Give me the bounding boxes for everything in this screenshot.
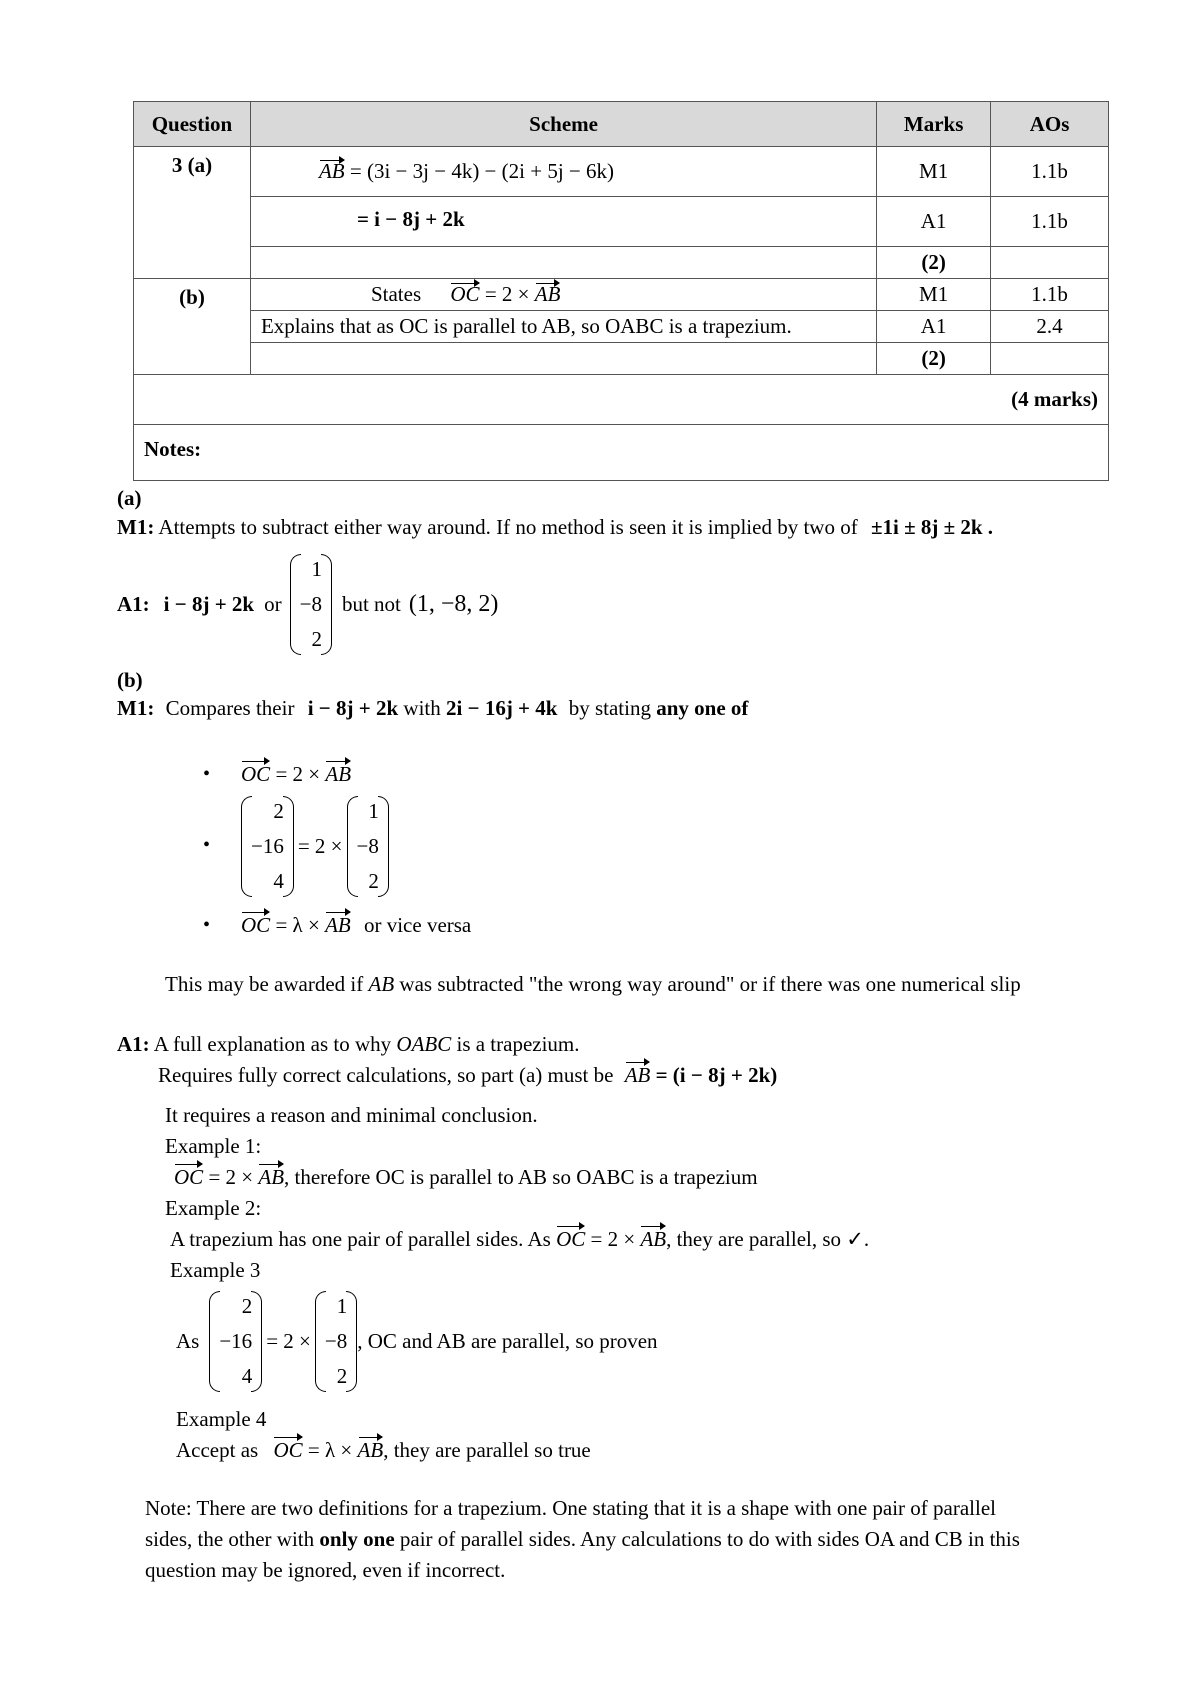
vector-ab: AB — [624, 1063, 651, 1087]
vector-ab: AB — [318, 159, 345, 183]
vector-component: 1 — [368, 798, 379, 823]
total-row — [134, 375, 1109, 425]
vector-component: −16 — [251, 833, 284, 858]
a1-tuple: (1, −8, 2) — [408, 591, 499, 617]
awarded-ab: AB — [368, 972, 395, 996]
awarded-post: was subtracted "the wrong way around" or if there was one numerical slip — [399, 972, 1021, 996]
table-row — [134, 343, 1109, 375]
mark-scheme-table — [133, 101, 1109, 481]
bullet3-tail: or vice versa — [363, 913, 472, 937]
table-row — [134, 147, 1109, 197]
bm1-anyone: any one of — [656, 696, 749, 720]
scheme-cell — [250, 343, 876, 375]
requires-note — [158, 1061, 777, 1089]
aos-cell: 1.1b — [991, 279, 1109, 311]
marks-cell: M1 — [877, 279, 991, 311]
example4-body — [176, 1436, 591, 1464]
final-note-2c: pair of parallel sides. Any calculations to do with sides OA and CB in this — [399, 1527, 1020, 1551]
vector-component: −16 — [219, 1328, 253, 1353]
awarded-note — [165, 970, 1021, 998]
aos-cell: 2.4 — [991, 311, 1109, 343]
part-a-m1-note — [117, 513, 993, 541]
column-vector — [347, 794, 389, 899]
marks-cell: M1 — [877, 147, 991, 197]
header-row — [134, 102, 1109, 147]
m1-math: ±1i ± 8j ± 2k . — [870, 515, 994, 539]
example1-heading: Example 1: — [165, 1134, 262, 1158]
bullet2 — [241, 793, 389, 899]
vector-component: 2 — [311, 626, 322, 651]
operator: = 2 × — [266, 1329, 311, 1353]
awarded-pre: This may be awarded if — [165, 972, 364, 996]
bullet3 — [241, 911, 471, 939]
vector-oc: OC — [241, 762, 271, 786]
vector-component: 4 — [273, 868, 284, 893]
bm1-text2: by stating — [568, 696, 651, 720]
question-3a: 3 (a) — [134, 147, 251, 279]
vector-component: 2 — [241, 1293, 253, 1318]
vector-component: 1 — [336, 1293, 348, 1318]
header-scheme: Scheme — [250, 102, 876, 147]
final-note-line2 — [145, 1525, 1020, 1553]
scheme-cell — [250, 197, 876, 247]
vector-ab: AB — [325, 762, 352, 786]
vector-component: 2 — [368, 868, 379, 893]
example3-as: As — [176, 1329, 200, 1353]
bm1-label: M1: — [117, 696, 155, 720]
header-question: Question — [134, 102, 251, 147]
vector-component: 1 — [311, 556, 322, 581]
vector-component: −8 — [324, 1328, 348, 1353]
table-row — [134, 247, 1109, 279]
final-note-2b: only one — [319, 1527, 395, 1551]
a1-label: A1: — [117, 592, 150, 616]
scheme-cell — [250, 147, 876, 197]
aos-cell: 1.1b — [991, 147, 1109, 197]
notes-label: Notes: — [134, 425, 1109, 481]
example3-body — [176, 1288, 658, 1394]
ba1-label: A1: — [117, 1032, 150, 1056]
example4-tail: , they are parallel so true — [383, 1438, 591, 1462]
a1-or: or — [264, 592, 282, 616]
vector-ab: AB — [325, 913, 351, 937]
m1-label: M1: — [117, 515, 155, 539]
vector-ab: AB — [534, 282, 561, 306]
vector-ab: AB — [357, 1438, 384, 1462]
notes-row — [134, 425, 1109, 481]
operator: = 2 × — [275, 762, 321, 786]
scheme-expression: = i − 8j + 2k — [356, 207, 465, 231]
example4-heading: Example 4 — [176, 1407, 267, 1431]
bullet: • — [203, 914, 211, 936]
marks-cell: A1 — [877, 197, 991, 247]
example2-heading: Example 2: — [165, 1196, 262, 1220]
m1-text: Attempts to subtract either way around. If no method is seen it is implied by two of — [158, 515, 858, 539]
operator: = 2 × — [208, 1165, 254, 1189]
marks-subtotal: (2) — [877, 343, 991, 375]
aos-cell: 1.1b — [991, 197, 1109, 247]
operator: = λ × — [275, 913, 320, 937]
example2-body — [170, 1225, 869, 1253]
column-vector — [209, 1289, 262, 1394]
final-note-2a: sides, the other with — [145, 1527, 315, 1551]
scheme-cell — [250, 279, 876, 311]
bullet: • — [203, 834, 211, 856]
vector-oc: OC — [241, 913, 271, 937]
table-row — [134, 311, 1109, 343]
example1-tail: , therefore OC is parallel to AB so OABC is a trapezium — [284, 1165, 758, 1189]
final-note-line3: question may be ignored, even if incorrect. — [145, 1558, 506, 1582]
scheme-cell — [250, 247, 876, 279]
example3-tail: , OC and AB are parallel, so proven — [357, 1329, 658, 1353]
requires-math: = (i − 8j + 2k) — [655, 1063, 778, 1087]
ba1-text-post: is a trapezium. — [456, 1032, 580, 1056]
ba1-text-pre: A full explanation as to why — [153, 1032, 392, 1056]
operator: = λ × — [307, 1438, 353, 1462]
operator: = 2 × — [590, 1227, 636, 1251]
bm1-with: with — [403, 696, 441, 720]
marks-subtotal: (2) — [877, 247, 991, 279]
vector-component: −8 — [299, 591, 322, 616]
aos-cell — [991, 247, 1109, 279]
scheme-operator: = 2 × — [484, 282, 530, 306]
aos-cell — [991, 343, 1109, 375]
example2-pre: A trapezium has one pair of parallel sides. As — [170, 1227, 551, 1251]
scheme-cell: Explains that as OC is parallel to AB, so OABC is a trapezium. — [250, 311, 876, 343]
bm1-math1: i − 8j + 2k — [307, 696, 399, 720]
example3-heading: Example 3 — [170, 1258, 261, 1282]
part-a-heading: (a) — [117, 486, 142, 510]
part-a-a1-note — [117, 554, 498, 654]
ba1-oabc: OABC — [396, 1032, 452, 1056]
vector-ab: AB — [258, 1165, 285, 1189]
reason-note: It requires a reason and minimal conclusion. — [165, 1103, 538, 1127]
example4-pre: Accept as — [176, 1438, 259, 1462]
vector-oc: OC — [556, 1227, 586, 1251]
vector-component: −8 — [356, 833, 379, 858]
final-note-line1: Note: There are two definitions for a trapezium. One stating that it is a shape with one pair of parallel — [145, 1496, 997, 1520]
table-row — [134, 197, 1109, 247]
header-aos: AOs — [991, 102, 1109, 147]
vector-oc: OC — [450, 282, 480, 306]
vector-component: 2 — [273, 798, 284, 823]
bullet1 — [241, 760, 351, 788]
bm1-math2: 2i − 16j + 4k — [446, 696, 558, 720]
part-b-m1-note — [117, 694, 748, 722]
question-3b: (b) — [134, 279, 251, 375]
bm1-text: Compares their — [165, 696, 295, 720]
column-vector — [241, 794, 294, 899]
scheme-expression: = (3i − 3j − 4k) − (2i + 5j − 6k) — [349, 159, 614, 183]
column-vector — [315, 1289, 357, 1394]
vector-oc: OC — [174, 1165, 204, 1189]
vector-component: 2 — [336, 1363, 348, 1388]
a1-butnot: but not — [341, 592, 401, 616]
marks-cell: A1 — [877, 311, 991, 343]
part-b-heading: (b) — [117, 668, 143, 692]
part-b-a1-note — [117, 1030, 580, 1058]
header-marks: Marks — [877, 102, 991, 147]
total-marks: (4 marks) — [134, 375, 1109, 425]
a1-column-vector — [290, 552, 332, 657]
vector-component: 4 — [241, 1363, 253, 1388]
vector-oc: OC — [273, 1438, 303, 1462]
a1-math: i − 8j + 2k — [163, 592, 255, 616]
bullet: • — [203, 763, 211, 785]
example2-tail: , they are parallel, so ✓. — [666, 1227, 870, 1251]
example1-body — [174, 1163, 758, 1191]
table-row — [134, 279, 1109, 311]
states-label: States — [370, 282, 422, 306]
vector-ab: AB — [640, 1227, 667, 1251]
requires-text: Requires fully correct calculations, so part (a) must be — [158, 1063, 614, 1087]
operator: = 2 × — [297, 834, 343, 858]
